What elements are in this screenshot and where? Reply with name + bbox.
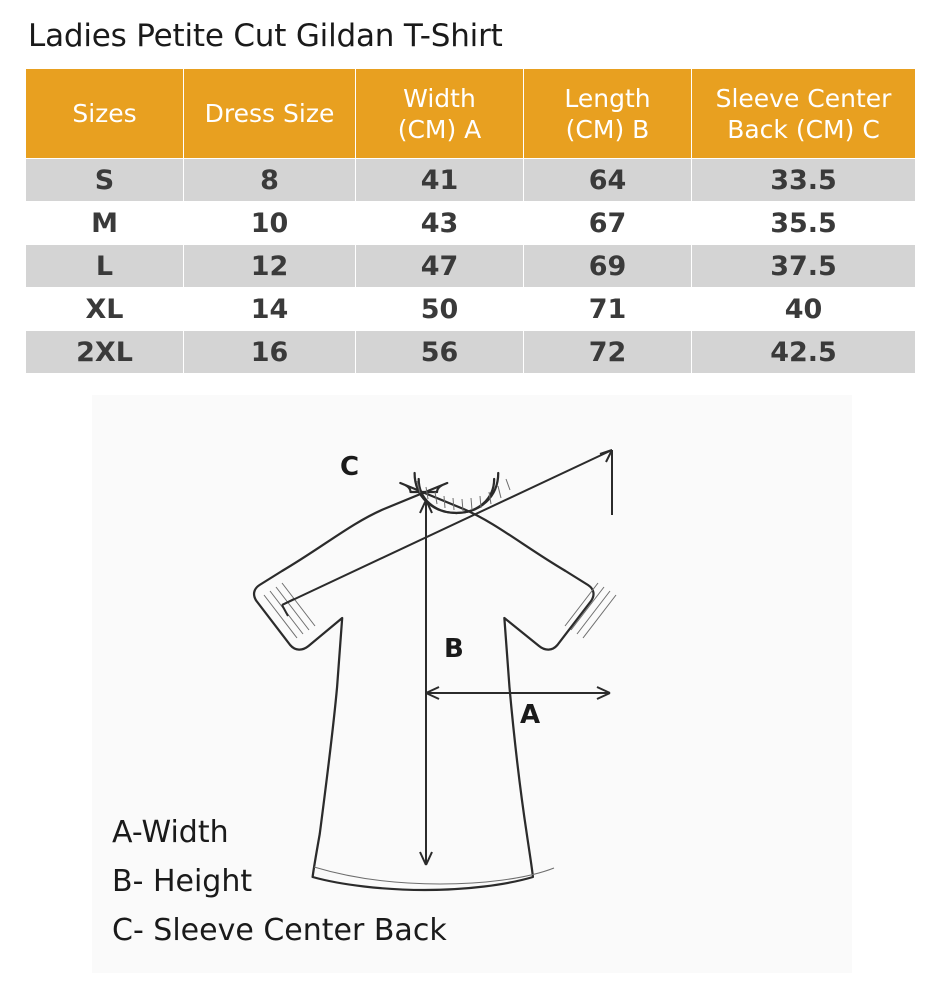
table-header-row — [26, 69, 916, 159]
cell-size: S — [26, 159, 184, 202]
cell-dress: 8 — [184, 159, 356, 202]
column-header-length-line1: Length — [564, 83, 651, 113]
column-header-sizes-line1: Sizes — [72, 99, 137, 128]
column-header-sleeve — [692, 69, 916, 159]
cell-size: 2XL — [26, 331, 184, 374]
column-header-sizes — [26, 69, 184, 159]
cell-dress: 10 — [184, 202, 356, 245]
cell-length: 72 — [524, 331, 692, 374]
legend-item-c: C- Sleeve Center Back — [112, 913, 447, 948]
cell-length: 69 — [524, 245, 692, 288]
cell-sleeve: 40 — [692, 288, 916, 331]
column-header-sleeve-line1: Sleeve Center — [715, 83, 892, 113]
cell-dress: 16 — [184, 331, 356, 374]
column-header-length-line2: (CM) B — [565, 114, 650, 144]
cell-length: 71 — [524, 288, 692, 331]
label-a: A — [520, 700, 541, 730]
cell-width: 47 — [356, 245, 524, 288]
cell-sleeve: 42.5 — [692, 331, 916, 374]
table-row — [26, 331, 916, 374]
cell-sleeve: 37.5 — [692, 245, 916, 288]
cell-width: 56 — [356, 331, 524, 374]
cell-dress: 14 — [184, 288, 356, 331]
cell-size: XL — [26, 288, 184, 331]
table-row — [26, 245, 916, 288]
column-header-length — [524, 69, 692, 159]
cell-length: 67 — [524, 202, 692, 245]
column-header-width-line2: (CM) A — [397, 114, 482, 144]
cell-width: 41 — [356, 159, 524, 202]
diagram-legend — [112, 808, 447, 955]
label-c: C — [340, 452, 360, 482]
table-row — [26, 288, 916, 331]
column-header-width-line1: Width — [403, 83, 476, 113]
column-header-dress-size-line1: Dress Size — [204, 99, 335, 128]
column-header-width — [356, 69, 524, 159]
cell-width: 50 — [356, 288, 524, 331]
cell-width: 43 — [356, 202, 524, 245]
cell-sleeve: 35.5 — [692, 202, 916, 245]
legend-item-a: A-Width — [112, 815, 229, 850]
cell-dress: 12 — [184, 245, 356, 288]
label-b: B — [444, 634, 464, 664]
legend-item-b: B- Height — [112, 864, 253, 899]
cell-size: M — [26, 202, 184, 245]
page-title: Ladies Petite Cut Gildan T-Shirt — [28, 18, 503, 54]
cell-sleeve: 33.5 — [692, 159, 916, 202]
column-header-dress-size — [184, 69, 356, 159]
cell-size: L — [26, 245, 184, 288]
table-row — [26, 202, 916, 245]
cell-length: 64 — [524, 159, 692, 202]
size-chart-table — [25, 68, 916, 374]
table-row — [26, 159, 916, 202]
column-header-sleeve-line2: Back (CM) C — [727, 114, 880, 144]
